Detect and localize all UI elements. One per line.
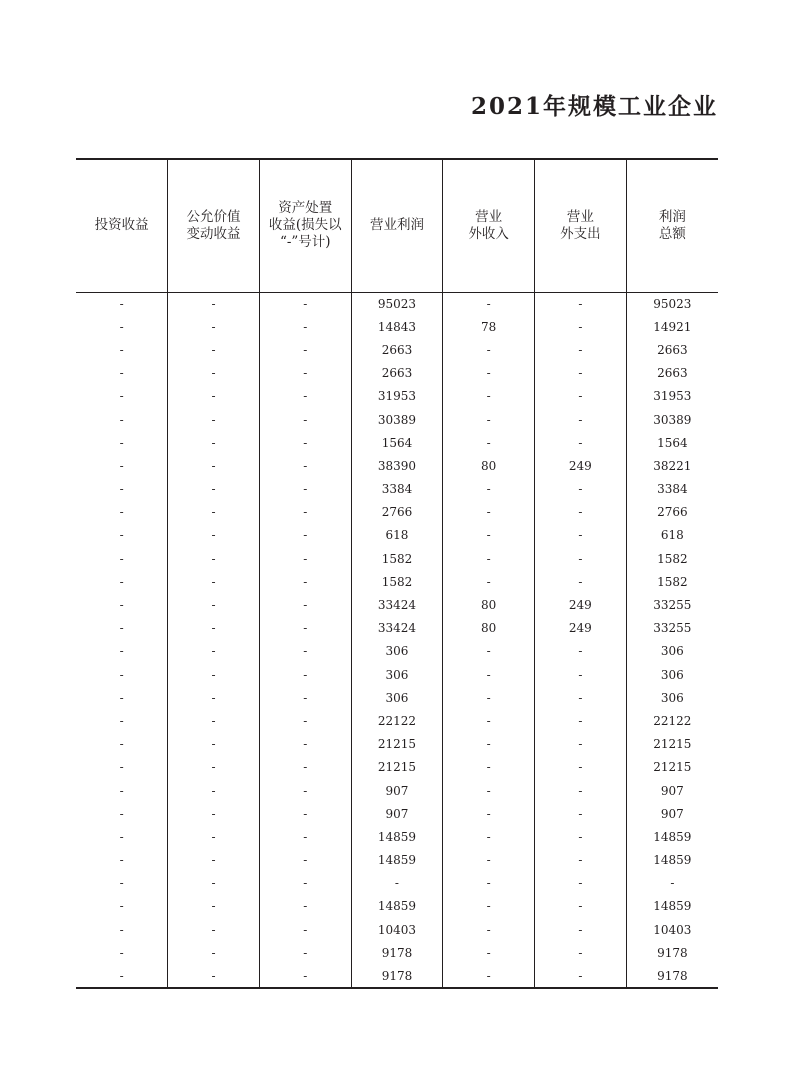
table-cell: - [443,478,535,501]
table-cell: - [168,918,260,941]
table-row [76,895,718,918]
table-cell: - [168,733,260,756]
column-header [351,159,443,292]
table-cell: - [168,408,260,431]
table-row [76,709,718,732]
table-cell: - [535,663,627,686]
table-cell: 9178 [626,964,718,987]
table-cell: - [168,362,260,385]
table-row [76,918,718,941]
table-row [76,501,718,524]
table-cell: - [119,598,124,613]
table-row [76,593,718,616]
table-cell: 1582 [351,547,443,570]
table-cell: - [443,431,535,454]
table-cell: - [168,686,260,709]
table-cell: - [119,366,124,381]
table-cell: - [259,663,351,686]
table-row [76,385,718,408]
table-cell: - [119,342,124,357]
table-cell: - [535,941,627,964]
table-cell: 14859 [351,825,443,848]
table-cell: - [119,783,124,798]
table-cell: 1582 [351,570,443,593]
table-cell: - [259,686,351,709]
table-cell: - [119,551,124,566]
table-cell: 21215 [351,756,443,779]
table-cell: - [119,621,124,636]
table-row [76,779,718,802]
table-cell: - [535,756,627,779]
table-cell: - [443,709,535,732]
table-cell: - [168,895,260,918]
column-header [443,159,535,292]
table-cell: 618 [351,524,443,547]
table-cell: 2663 [626,338,718,361]
table-cell: - [443,524,535,547]
table-cell: 22122 [351,709,443,732]
table-body [76,292,718,988]
table-cell: - [168,779,260,802]
table-cell: 907 [626,779,718,802]
table-cell: 80 [443,593,535,616]
table-cell: 95023 [626,292,718,315]
table-cell: - [168,292,260,315]
table-cell: - [535,802,627,825]
table-cell: - [535,292,627,315]
table-cell: - [443,547,535,570]
table-cell: - [259,338,351,361]
table-cell: - [535,431,627,454]
table-cell: - [259,733,351,756]
table-cell: 9178 [351,964,443,987]
table-cell: - [168,478,260,501]
table-cell: - [168,617,260,640]
table-row [76,338,718,361]
table-cell: 14843 [351,315,443,338]
table-cell: - [168,640,260,663]
table-row [76,872,718,895]
table-cell: - [443,779,535,802]
table-row [76,663,718,686]
table-cell: - [535,315,627,338]
table-cell: - [119,389,124,404]
table-cell: - [443,570,535,593]
table-cell: - [168,849,260,872]
table-cell: - [168,593,260,616]
column-header-line: 营业利润 [369,217,424,234]
table-cell: - [259,570,351,593]
table-cell: 21215 [626,756,718,779]
table-cell: - [259,593,351,616]
table-cell: - [168,338,260,361]
table-cell: - [443,338,535,361]
table-cell: 618 [626,524,718,547]
table-cell: - [259,385,351,408]
table-cell: 33255 [626,593,718,616]
table-cell: 2663 [351,338,443,361]
table-cell: 14859 [626,895,718,918]
table-cell: 1582 [626,547,718,570]
table-cell: - [443,918,535,941]
table-cell: - [168,315,260,338]
table-cell: 21215 [351,733,443,756]
table-cell: - [119,296,124,311]
table-cell: - [119,713,124,728]
table-cell: 30389 [351,408,443,431]
table-cell: 306 [626,686,718,709]
table-cell: - [168,547,260,570]
column-header-line: 变动收益 [186,225,241,242]
table-row [76,524,718,547]
table-cell: - [259,918,351,941]
table-cell: 907 [351,779,443,802]
table-cell: - [119,922,124,937]
table-cell: 306 [626,663,718,686]
table-cell: 78 [443,315,535,338]
table-cell: - [259,524,351,547]
table-cell: - [443,802,535,825]
table-cell: - [119,876,124,891]
table-cell: - [119,760,124,775]
table-cell: - [535,779,627,802]
table-cell: - [535,733,627,756]
table-cell: 10403 [351,918,443,941]
table-cell: 80 [443,454,535,477]
column-header [535,159,627,292]
table-cell: - [168,431,260,454]
column-header-line: 资产处置 [278,200,333,217]
table-cell: 30389 [626,408,718,431]
table-cell: 2663 [626,362,718,385]
table-cell: - [443,686,535,709]
table-row [76,686,718,709]
column-header-line: 收益(损失以 [268,217,342,234]
table-cell: 9178 [351,941,443,964]
table-cell: 14859 [626,825,718,848]
column-header-line: “-”号计) [279,234,331,251]
table-cell: - [259,756,351,779]
table-cell: - [259,709,351,732]
table-cell: 907 [351,802,443,825]
table-row [76,802,718,825]
table-cell: - [535,918,627,941]
data-table [76,158,718,989]
table-cell: - [168,872,260,895]
table-cell: - [626,872,718,895]
table-cell: 306 [626,640,718,663]
table-cell: 9178 [626,941,718,964]
table-cell: - [443,501,535,524]
column-header [259,159,351,292]
table-cell: 249 [535,593,627,616]
table-cell: 1582 [626,570,718,593]
table-cell: - [443,872,535,895]
table-cell: - [443,292,535,315]
table-cell: - [119,945,124,960]
table-cell: - [119,435,124,450]
column-header-line: 投资收益 [94,217,149,234]
column-header-line: 外支出 [560,225,601,242]
column-header-line: 营业 [566,208,594,225]
table-cell: - [535,570,627,593]
table-cell: - [535,362,627,385]
table-row [76,733,718,756]
table-cell: 14921 [626,315,718,338]
table-cell: - [119,458,124,473]
table-cell: 14859 [351,849,443,872]
column-header-line: 总额 [658,225,686,242]
table-row [76,362,718,385]
table-cell: 21215 [626,733,718,756]
table-cell: - [443,895,535,918]
table-cell: - [351,872,443,895]
table-cell: 33255 [626,617,718,640]
column-header [168,159,260,292]
page-title: 2021年规模工业企业 [470,93,718,120]
table-cell: 2766 [351,501,443,524]
table-cell: - [76,964,168,987]
table-cell: - [259,825,351,848]
table-cell: - [443,362,535,385]
table-cell: 33424 [351,593,443,616]
table-cell: - [168,454,260,477]
table-cell: - [443,408,535,431]
table-cell: - [259,431,351,454]
table-cell: 2766 [626,501,718,524]
table-cell: - [535,686,627,709]
column-header [626,159,718,292]
table-row [76,315,718,338]
table-cell: - [168,524,260,547]
table-cell: 1564 [626,431,718,454]
table-cell: 2663 [351,362,443,385]
table-cell: - [259,617,351,640]
table-cell: 22122 [626,709,718,732]
table-cell: - [535,478,627,501]
column-header [76,159,168,292]
table-cell: - [168,802,260,825]
table-cell: - [535,640,627,663]
column-header-line: 外收入 [468,225,509,242]
table-header [76,159,718,292]
table-row [76,478,718,501]
table-row [76,825,718,848]
table-cell: - [168,941,260,964]
table-cell: 1564 [351,431,443,454]
table-cell: - [443,385,535,408]
table-cell: - [259,849,351,872]
table-cell: 10403 [626,918,718,941]
table-cell: - [259,941,351,964]
table-cell: - [535,849,627,872]
table-cell: - [259,315,351,338]
table-cell: - [535,524,627,547]
table-cell: 80 [443,617,535,640]
table-cell: - [535,338,627,361]
table-cell: - [259,501,351,524]
table-row [76,640,718,663]
column-header-line: 公允价值 [186,208,241,225]
table-row [76,756,718,779]
table-cell: - [119,644,124,659]
table-cell: - [535,385,627,408]
table-cell: - [119,482,124,497]
table-cell: - [119,899,124,914]
table-cell: - [119,412,124,427]
table-cell: - [535,408,627,431]
table-cell: - [535,872,627,895]
table-cell: - [168,501,260,524]
table-cell: - [119,853,124,868]
table-row [76,617,718,640]
table-cell: - [168,964,260,987]
table-cell: 306 [351,686,443,709]
table-cell: - [259,779,351,802]
table-cell: - [443,849,535,872]
table-cell: - [119,574,124,589]
table-cell: 3384 [626,478,718,501]
table-cell: - [443,964,535,987]
table-cell: - [168,756,260,779]
table-cell: - [119,806,124,821]
table-cell: 306 [351,663,443,686]
table-row [76,570,718,593]
table-cell: - [119,528,124,543]
table-cell: - [535,895,627,918]
table-cell: 14859 [351,895,443,918]
table-cell: 306 [351,640,443,663]
table-row [76,431,718,454]
table-cell: - [259,802,351,825]
table-cell: 3384 [351,478,443,501]
table-cell: - [535,964,627,987]
table-cell: - [168,825,260,848]
table-cell: - [259,640,351,663]
table-cell: - [259,964,351,987]
table-cell: - [259,454,351,477]
table-cell: - [259,362,351,385]
table-cell: - [443,663,535,686]
table-cell: 249 [535,454,627,477]
table-cell: - [119,667,124,682]
table-cell: 33424 [351,617,443,640]
table-cell: - [259,292,351,315]
table-cell: - [259,895,351,918]
table-cell: - [535,825,627,848]
column-header-line: 利润 [658,208,686,225]
table-row [76,408,718,431]
header-row [76,159,718,292]
table-row [76,547,718,570]
table-cell: - [535,547,627,570]
table-cell: 907 [626,802,718,825]
table-cell: - [443,941,535,964]
table-cell: - [259,547,351,570]
table-cell: - [119,690,124,705]
table-cell: 38221 [626,454,718,477]
table-cell: - [259,408,351,431]
table-cell: 38390 [351,454,443,477]
table-cell: 95023 [351,292,443,315]
table-cell: - [259,872,351,895]
table-cell: - [443,640,535,663]
table-cell: - [259,478,351,501]
table-cell: - [119,829,124,844]
table-row [76,292,718,315]
table-cell: - [168,709,260,732]
table-cell: - [119,319,124,334]
table-cell: - [535,501,627,524]
table-row [76,454,718,477]
table-cell: 249 [535,617,627,640]
table-cell: 14859 [626,849,718,872]
table-cell: - [535,709,627,732]
table-cell: - [443,825,535,848]
table-cell: - [168,570,260,593]
table-cell: - [168,385,260,408]
table-cell: - [443,756,535,779]
column-header-line: 营业 [475,208,503,225]
table-cell: 31953 [626,385,718,408]
table-row [76,849,718,872]
table-cell: - [168,663,260,686]
table-cell: - [119,737,124,752]
table-cell: - [119,505,124,520]
table-cell: 31953 [351,385,443,408]
table-row [76,941,718,964]
table-row [76,964,718,987]
table-cell: - [443,733,535,756]
